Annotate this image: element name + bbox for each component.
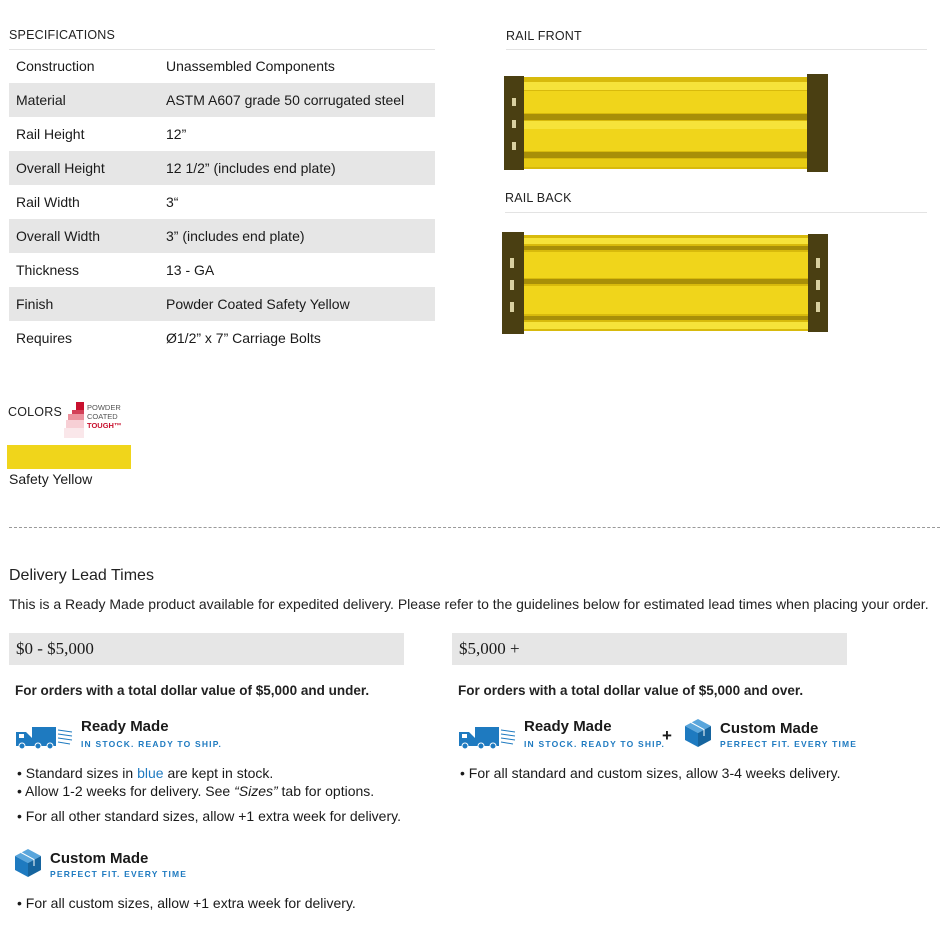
box-icon: [684, 718, 712, 748]
section-separator: [9, 527, 940, 528]
box-icon: [14, 848, 42, 878]
bullet-custom-sizes: [17, 895, 356, 911]
bullet-dot: •: [460, 765, 465, 781]
rail-back-image: [502, 232, 830, 334]
spec-row: [9, 83, 435, 117]
specifications-title: SPECIFICATIONS: [9, 28, 116, 42]
spec-value: ASTM A607 grade 50 corrugated steel: [159, 83, 435, 117]
logo-line-2: COATED: [87, 412, 118, 421]
bullet-text-post: are kept in stock.: [163, 765, 274, 781]
powder-coated-tough-logo: [64, 400, 130, 440]
logo-line-1: POWDER: [87, 403, 121, 412]
spec-row: [9, 49, 435, 83]
spec-label: Material: [9, 83, 159, 117]
custom-made-title: Custom Made: [50, 850, 149, 867]
over-5000-description: For orders with a total dollar value of $5,000 and over.: [458, 683, 804, 698]
safety-yellow-swatch: [7, 445, 131, 469]
rail-front-title: RAIL FRONT: [506, 29, 582, 43]
ready-made-title: Ready Made: [81, 718, 169, 735]
bullet-dot: •: [17, 808, 22, 824]
logo-line-3: TOUGH™: [87, 421, 122, 430]
blue-word: blue: [137, 765, 164, 781]
spec-row: [9, 219, 435, 253]
bullet-allow-1-2-weeks: [17, 783, 374, 799]
range-over-5000: $5,000 +: [452, 633, 847, 665]
spec-row: [9, 287, 435, 321]
bullet-text-post: tab for options.: [277, 783, 375, 799]
rail-front-divider: [506, 49, 927, 50]
delivery-title: Delivery Lead Times: [9, 567, 154, 584]
spec-label: Construction: [16, 58, 95, 74]
spec-value: Unassembled Components: [166, 58, 335, 74]
spec-value: 12”: [166, 126, 187, 142]
rail-back-divider: [505, 212, 927, 213]
custom-made-subtitle: PERFECT FIT. EVERY TIME: [720, 739, 858, 749]
specifications-table: [9, 49, 435, 355]
spec-value: 3“: [166, 194, 179, 210]
bullet-text: For all other standard sizes, allow +1 extra week for delivery.: [25, 808, 401, 824]
bullet-dot: •: [17, 783, 22, 799]
spec-value: 12 1/2” (includes end plate): [159, 151, 435, 185]
spec-row: [9, 185, 435, 219]
ready-made-title: Ready Made: [524, 718, 612, 735]
rail-back-title: RAIL BACK: [505, 191, 572, 205]
spec-value: Powder Coated Safety Yellow: [159, 287, 435, 321]
under-5000-description: For orders with a total dollar value of $5,000 and under.: [15, 683, 370, 698]
bullet-all-sizes: [460, 765, 840, 781]
spec-row: [9, 151, 435, 185]
truck-icon: [457, 724, 517, 750]
spec-value: 3” (includes end plate): [159, 219, 435, 253]
bullet-text-pre: Allow 1-2 weeks for delivery. See: [25, 783, 235, 799]
spec-label: Rail Height: [16, 126, 85, 142]
bullet-standard-sizes: [17, 765, 273, 781]
ready-made-subtitle: IN STOCK. READY TO SHIP.: [524, 739, 666, 749]
spec-label: Rail Width: [16, 194, 80, 210]
spec-label: Overall Height: [9, 151, 159, 185]
delivery-intro: This is a Ready Made product available for expedited delivery. Please refer to the guidelines below for estimated lead times when placing your order.: [9, 596, 929, 612]
rail-front-image: [504, 74, 830, 172]
custom-made-title: Custom Made: [720, 720, 819, 737]
truck-icon: [14, 724, 74, 750]
bullet-dot: •: [17, 895, 22, 911]
spec-label: Requires: [16, 330, 73, 346]
spec-label: Thickness: [16, 262, 80, 278]
range-under-5000: $0 - $5,000: [9, 633, 404, 665]
spec-label: Finish: [9, 287, 159, 321]
spec-value: 13 - GA: [166, 262, 215, 278]
bullet-text: For all custom sizes, allow +1 extra week for delivery.: [25, 895, 356, 911]
ready-made-subtitle: IN STOCK. READY TO SHIP.: [81, 739, 223, 749]
spec-row: [9, 117, 435, 151]
custom-made-subtitle: PERFECT FIT. EVERY TIME: [50, 869, 188, 879]
bullet-dot: •: [17, 765, 22, 781]
swatch-label: Safety Yellow: [9, 471, 93, 487]
plus-sign: +: [662, 726, 672, 745]
spec-row: [9, 321, 435, 355]
bullet-other-standard-sizes: [17, 808, 401, 824]
bullet-text-pre: Standard sizes in: [25, 765, 138, 781]
colors-title: COLORS: [8, 405, 62, 419]
spec-row: [9, 253, 435, 287]
bullet-text: For all standard and custom sizes, allow 3-4 weeks delivery.: [468, 765, 841, 781]
sizes-tab-reference: “Sizes”: [234, 783, 278, 799]
spec-label: Overall Width: [9, 219, 159, 253]
powder-coat-stripes-icon: [64, 400, 86, 440]
spec-value: Ø1/2” x 7” Carriage Bolts: [166, 330, 321, 346]
